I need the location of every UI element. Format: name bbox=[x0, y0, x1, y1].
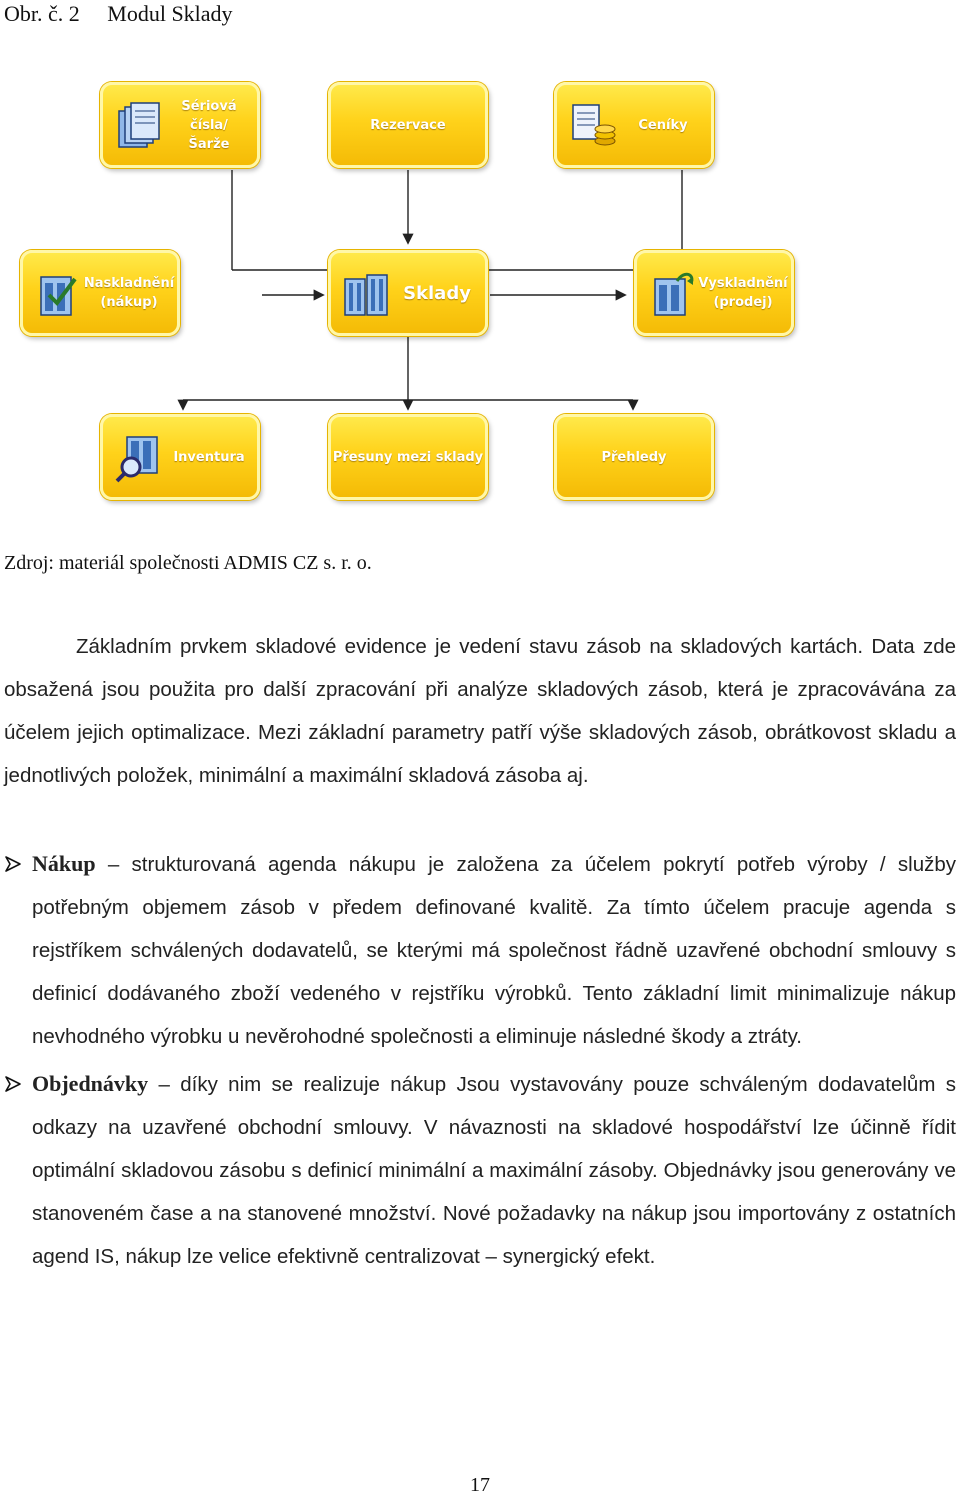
figure-number: Obr. č. 2 bbox=[4, 1, 80, 26]
bullet-text: – díky nim se realizuje nákup Jsou vystavovány pouze schváleným dodavatelům s odkazy na uzavřené obchodní smlouvy. V návaznosti na skladové hospodářství lze účinně řídit optimální skladovou zásobu s definicí minimální a maximální zásoby. Objednávky jsou generovány ve stanoveném čase a na stanovené množství. Nové požadavky na nákup jsou importovány z ostatních agend IS, nákup lze velice efektivně centralizovat – synergický efekt. bbox=[32, 1073, 956, 1268]
box-transfers-label: Přesuny mezi sklady bbox=[332, 449, 484, 465]
bullet-term: Nákup bbox=[32, 851, 96, 876]
paragraph-text: Základním prvkem skladové evidence je vedení stavu zásob na skladových kartách. Data zde obsažená jsou použita pro další zpracování při analýze skladových zásob, která je zpracovávána za účelem jejich optimalizace. Mezi základní parametry patří výše skladových zásob, obrátkovost skladu a jednotlivých položek, minimální a maximální skladová zásoba aj. bbox=[4, 635, 956, 787]
list-item bbox=[4, 1062, 956, 1278]
stock-out-icon bbox=[649, 269, 697, 321]
box-inventory bbox=[100, 414, 260, 500]
box-serial-label: Sériová čísla/ Šarže bbox=[181, 98, 237, 152]
bullet-text: – strukturovaná agenda nákupu je založena za účelem pokrytí potřeb výroby / služby potřebným objemem zásob v předem definované kvalitě. Za tímto účelem pracuje agenda s rejstříkem schválených dodavatelů, se kterými má společnost řádně uzavřené obchodní smlouvy s definicí dodávaného zboží vedeného v rejstříku výrobků. Tento základní limit minimalizuje nákup nevhodného výrobku u nevěrohodné společnosti a eliminuje následné škody a ztráty. bbox=[32, 853, 956, 1048]
box-stocking-out bbox=[634, 250, 794, 336]
checklist-icon bbox=[35, 269, 83, 321]
box-serial-numbers bbox=[100, 82, 260, 168]
box-stocking-in bbox=[20, 250, 180, 336]
list-item bbox=[4, 842, 956, 1058]
box-transfers bbox=[328, 414, 488, 500]
figure-source: Zdroj: materiál společnosti ADMIS CZ s. r. o. bbox=[4, 552, 372, 574]
box-warehouses-label: Sklady bbox=[403, 282, 471, 304]
bullet-term: Objednávky bbox=[32, 1071, 149, 1096]
pricelist-coins-icon bbox=[569, 101, 617, 153]
inventory-magnifier-icon bbox=[115, 433, 163, 485]
box-reservation-label: Rezervace bbox=[370, 117, 446, 133]
box-stocking-out-label: Vyskladnění (prodej) bbox=[698, 276, 788, 310]
warehouse-shelves-icon bbox=[343, 269, 391, 321]
box-warehouses bbox=[328, 250, 488, 336]
page-number: 17 bbox=[470, 1474, 490, 1496]
figure-caption bbox=[4, 0, 233, 28]
figure-title: Modul Sklady bbox=[107, 1, 233, 26]
paragraph-stock-records bbox=[4, 625, 956, 797]
warehouse-module-diagram bbox=[0, 60, 960, 530]
bullet-list bbox=[4, 842, 956, 1278]
box-pricelists-label: Ceníky bbox=[638, 117, 688, 133]
box-reservation bbox=[328, 82, 488, 168]
box-pricelists bbox=[554, 82, 714, 168]
arrowhead-bullet-icon bbox=[4, 855, 22, 873]
box-stocking-in-label: Naskladnění (nákup) bbox=[83, 276, 175, 310]
box-overviews bbox=[554, 414, 714, 500]
box-overviews-label: Přehledy bbox=[601, 449, 667, 465]
box-inventory-label: Inventura bbox=[173, 449, 245, 465]
arrowhead-bullet-icon bbox=[4, 1075, 22, 1093]
folders-icon bbox=[115, 101, 163, 153]
